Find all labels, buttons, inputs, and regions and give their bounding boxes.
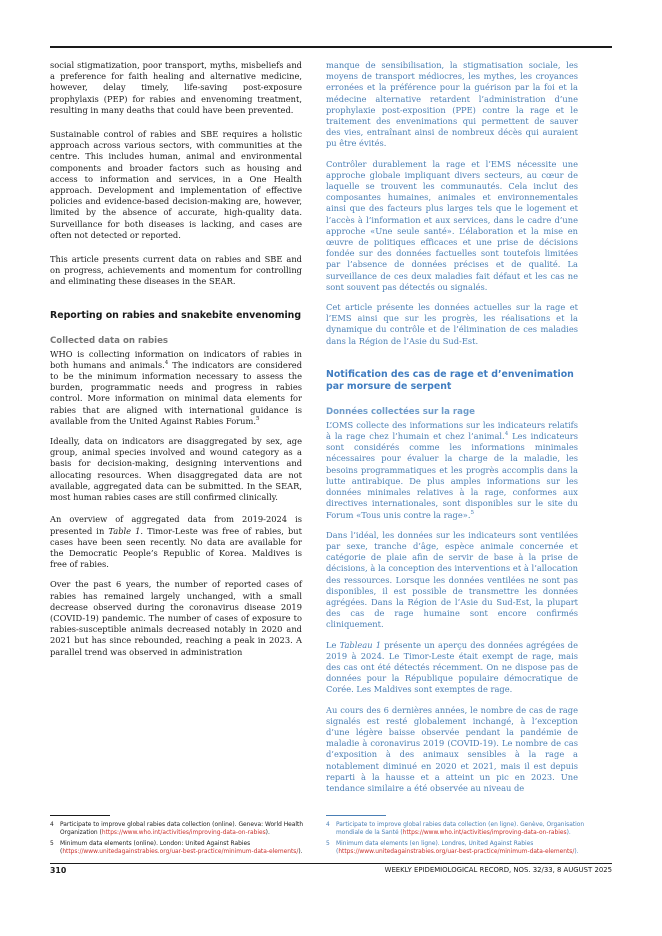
fr-paragraph-6: Le Tableau 1 présente un aperçu des données agrégées de 2019 à 2024. Le Timor-Leste était exempt de rage, mais des cas ont été détectés récemment. On ne dispose pas de données pour la République populaire démocratique de Corée. Les Maldives sont exemptes de rage. xyxy=(326,639,578,695)
fr-footnote-5: 5 Minimum data elements (en ligne). Londres, United Against Rabies (https://www.unitedagainstrabies.org/uar-best-practice/minimum-data-elements/). xyxy=(326,841,579,856)
fr-paragraph-3: Cet article présente les données actuelles sur la rage et l’EMS ainsi que sur les progrès, les réalisations et la dynamique du contrôle et de l’élimination de ces maladies dans la Région de l’Asie du Sud-Est. xyxy=(326,302,578,346)
en-footnote-4-link[interactable]: https://www.who.int/activities/improving-data-on-rabies xyxy=(101,830,266,837)
english-column xyxy=(50,60,302,667)
fr-footnote-ref-4[interactable]: 4 xyxy=(504,431,509,438)
en-paragraph-3: This article presents current data on rabies and SBE and on progress, achievements and momentum for controlling and eliminating these diseases in the SEAR. xyxy=(50,254,302,287)
en-footnote-5-link[interactable]: https://www.unitedagainstrabies.org/uar-best-practice/minimum-data-elements/ xyxy=(62,849,299,856)
en-footnote-5: 5 Minimum data elements (online). London: United Against Rabies (https://www.unitedagainstrabies.org/uar-best-practice/minimum-data-elements/). xyxy=(50,841,303,856)
top-rule xyxy=(50,46,612,48)
en-paragraph-2: Sustainable control of rabies and SBE requires a holistic approach across various sectors, with communities at the centre. This includes human, animal and environmental components and broader factors such as housing and access to information and services, in a One Health approach. Development and implementation of effective policies and evidence-based decision-making are, however, limited by the absence of accurate, high-quality data. Surveillance for both diseases is lacking, and cases are often not detected or reported. xyxy=(50,129,302,240)
en-subheading: Collected data on rabies xyxy=(50,335,169,346)
en-footnotes xyxy=(50,815,312,859)
en-footnote-4: 4 Participate to improve global rabies data collection (online). Geneva: World Health Organization (https://www.who.int/activities/improving-data-on-rabies). xyxy=(50,822,304,837)
en-paragraph-4: WHO is collecting information on indicators of rabies in both humans and animals.$^4$ The indicators are considered to be the minimum information necessary to assess the burden, programmatic needs and progress in rabies control. More information on minimal data elements for rabies that are aligned with international guidance is available from the United Against Rabies Forum.$^5$ xyxy=(50,348,303,426)
running-footer: WEEKLY EPIDEMIOLOGICAL RECORD, NOS. 32/33, 8 AUGUST 2025 xyxy=(384,866,612,874)
fr-footnote-ref-5[interactable]: 5 xyxy=(470,509,474,516)
fr-section-heading: Notification des cas de rage et d’envenimation par morsure de serpent xyxy=(326,368,574,392)
fr-paragraph-5: Dans l’idéal, les données sur les indicateurs sont ventilées par sexe, tranche d’âge, espèce animale concernée et catégorie de plaie afin de servir de base à la prise de décisions, à la conception des interventions et à l’allocation des ressources. Lorsque les données ventilées ne sont pas disponibles, il est possible de transmettre les données agrégées. Dans la Région de l’Asie du Sud-Est, la plupart des cas de rage humaine sont encore confirmés cliniquement. xyxy=(326,529,578,630)
page-number: 310 xyxy=(50,866,67,875)
fr-paragraph-2: Contrôler durablement la rage et l’EMS nécessite une approche globale impliquant divers secteurs, au cœur de laquelle se trouvent les communautés. Cela inclut des composantes humaines, animales et environnementales ainsi que des facteurs plus larges tels que le logement et l’accès à l’information et aux services, dans le cadre d’une approche «Une seule santé». L’élaboration et la mise en œuvre de politiques efficaces et une prise de décisions fondée sur des données factuelles sont toutefois limitées par l’absence de données précises et de qualité. La surveillance de ces deux maladies fait défaut et les cas ne sont souvent pas détectés ou signalés. xyxy=(326,158,578,292)
en-paragraph-5: Ideally, data on indicators are disaggregated by sex, age group, animal species involved and wound category as a basis for decision-making, designing interventions and allocating resources. When disaggregated data are not available, aggregated data can be submitted. In the SEAR, most human rabies cases are still confirmed clinically. xyxy=(50,436,302,503)
fr-footnote-rule xyxy=(326,815,386,816)
en-footnote-rule xyxy=(50,815,110,816)
en-paragraph-1: social stigmatization, poor transport, myths, misbeliefs and a preference for faith healing and alternative medicine, however, delay timely, life-saving post-exposure prophylaxis (PEP) for rabies and envenoming treatment, resulting in many deaths that could have been prevented. xyxy=(50,60,302,115)
fr-footnote-5-link[interactable]: https://www.unitedagainstrabies.org/uar-best-practice/minimum-data-elements/ xyxy=(338,849,575,856)
fr-footnote-4: 4 Participate to improve global rabies data collection (en ligne). Genève, Organisation mondiale de la Santé (https://www.who.int/activities/improving-data-on-rabies). xyxy=(326,822,585,837)
en-footnote-ref-4[interactable]: 4 xyxy=(164,360,169,367)
fr-subheading: Données collectées sur la rage xyxy=(326,406,475,417)
bottom-rule xyxy=(50,863,612,864)
en-footnote-ref-5[interactable]: 5 xyxy=(256,416,260,423)
en-paragraph-6: An overview of aggregated data from 2019-2024 is presented in Table 1. Timor-Leste was free of rabies, but cases have been seen recently. No data are available for the Democratic People’s Republic of Korea. Maldives is free of rabies. xyxy=(50,514,302,570)
fr-paragraph-1: manque de sensibilisation, la stigmatisation sociale, les moyens de transport médiocres, les mythes, les croyances erronées et la préférence pour la guérison par la foi et la médecine alternative retardent l’administration d’une prophylaxie post-exposition (PPE) contre la rage et le traitement des envenimations qui permettent de sauver des vies, entraînant ainsi de nombreux décès qui auraient pu être évités. xyxy=(326,60,578,149)
fr-footnote-4-link[interactable]: https://www.who.int/activities/improving-data-on-rabies xyxy=(402,830,567,837)
en-section-heading: Reporting on rabies and snakebite envenoming xyxy=(50,309,302,321)
en-paragraph-7: Over the past 6 years, the number of reported cases of rabies has remained largely unchanged, with a small decrease observed during the coronavirus disease 2019 (COVID-19) pandemic. The number of cases of exposure to rabies-susceptible animals decreased notably in 2020 and 2021 but has since rebounded, reaching a peak in 2023. A parallel trend was observed in administration xyxy=(50,579,302,657)
french-column xyxy=(326,60,578,803)
fr-paragraph-7: Au cours des 6 dernières années, le nombre de cas de rage signalés est resté globalement inchangé, à l’exception d’une légère baisse observée pendant la pandémie de maladie à coronavirus 2019 (COVID-19). Le nombre de cas d’exposition à des animaux sensibles à la rage a notablement diminué en 2020 et 2021, mais il est depuis reparti à la hausse et a atteint un pic en 2023. Une tendance similaire a été observée au niveau de xyxy=(326,704,578,793)
fr-paragraph-4: L’OMS collecte des informations sur les indicateurs relatifs à la rage chez l’humain et chez l’animal.$^4$ Les indicateurs sont considérés comme les informations minimales nécessaires pour évaluer la charge de la maladie, les besoins programmatiques et les progrès accomplis dans la lutte antirabique. De plus amples informations sur les données minimales relatives à la rage, conformes aux directives internationales, sont disponibles sur le site du Forum «Tous unis contre la rage».$^5$ xyxy=(326,419,578,520)
fr-footnotes xyxy=(326,815,588,859)
